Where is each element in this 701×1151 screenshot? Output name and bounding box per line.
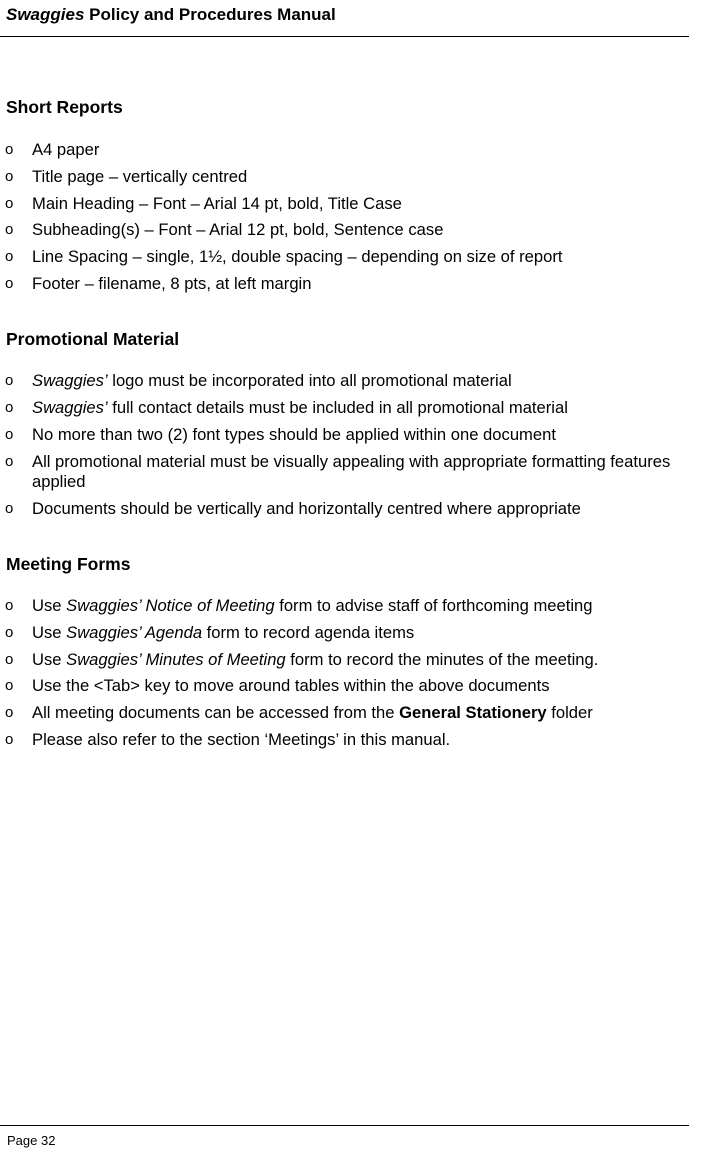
bullet-list-meeting-forms: [0, 596, 689, 750]
list-item-text: Subheading(s) – Font – Arial 12 pt, bold, Sentence case: [32, 220, 444, 240]
list-item-text: Footer – filename, 8 pts, at left margin: [32, 273, 312, 293]
page-header: [6, 5, 689, 25]
list-item-text: Use the <Tab> key to move around tables within the above documents: [32, 676, 550, 696]
header-title: Policy and Procedures Manual: [84, 5, 336, 24]
bullet-marker-icon: o: [5, 274, 14, 292]
bullet-marker-icon: o: [5, 248, 14, 266]
section-heading-promotional-material: Promotional Material: [6, 329, 180, 349]
list-item-text: Swaggies’ Minutes of Meeting: [66, 649, 286, 669]
bullet-marker-icon: o: [5, 453, 14, 470]
list-item: [0, 650, 689, 670]
list-item: [0, 274, 689, 294]
list-item-text: Main Heading – Font – Arial 14 pt, bold, Title Case: [32, 193, 402, 213]
list-item-text: form to record agenda items: [202, 622, 415, 642]
list-item-text: form to record the minutes of the meeting.: [285, 649, 599, 669]
list-item-text: Use: [32, 596, 67, 615]
bullet-marker-icon: o: [5, 677, 14, 695]
list-item-text: Swaggies’ Agenda: [66, 622, 203, 642]
section-heading-meeting-forms: Meeting Forms: [6, 554, 131, 574]
list-item-text: A4 paper: [32, 140, 100, 159]
list-item: [0, 371, 689, 391]
list-item-text: form to advise staff of forthcoming meeting: [274, 596, 593, 615]
list-item-text: folder: [546, 703, 593, 723]
list-item-text: Use: [32, 622, 67, 642]
list-item-text: Swaggies’: [32, 371, 108, 390]
bullet-marker-icon: o: [5, 704, 14, 722]
list-item: [0, 220, 689, 240]
list-item: [0, 730, 689, 750]
footer-divider: [0, 1125, 689, 1126]
bullet-marker-icon: o: [5, 372, 14, 389]
section-heading-short-reports: Short Reports: [6, 97, 123, 117]
list-item: [0, 398, 689, 418]
bullet-list-promotional-material: [0, 371, 689, 519]
bullet-marker-icon: o: [5, 167, 14, 185]
list-item-text: Documents should be vertically and horizontally centred where appropriate: [32, 499, 581, 518]
list-item-text: Use: [32, 649, 67, 669]
list-item: [0, 167, 689, 187]
list-item: [0, 425, 689, 445]
list-item-text: Swaggies’: [32, 398, 108, 417]
list-item: [0, 623, 689, 643]
bullet-marker-icon: o: [5, 399, 14, 416]
list-item-text: All meeting documents can be accessed from the: [32, 703, 400, 723]
bullet-marker-icon: o: [5, 730, 14, 748]
list-item-text: logo must be incorporated into all promotional material: [107, 371, 512, 390]
bullet-marker-icon: o: [5, 623, 14, 641]
bullet-list-short-reports: [0, 140, 689, 294]
bullet-marker-icon: o: [5, 650, 14, 668]
bullet-marker-icon: o: [5, 221, 14, 239]
bullet-marker-icon: o: [5, 500, 14, 517]
list-item: [0, 676, 689, 696]
list-item-text: General Stationery: [399, 703, 547, 723]
list-item-text: Please also refer to the section ‘Meetings’ in this manual.: [32, 729, 451, 749]
list-item: [0, 452, 689, 492]
bullet-marker-icon: o: [5, 194, 14, 212]
list-item: [0, 596, 689, 616]
header-brand: Swaggies: [6, 5, 85, 24]
list-item-text: Line Spacing – single, 1½, double spacing – depending on size of report: [32, 247, 563, 267]
list-item-text: No more than two (2) font types should be applied within one document: [32, 425, 556, 444]
list-item-text: Title page – vertically centred: [32, 166, 248, 186]
list-item-text: full contact details must be included in all promotional material: [107, 398, 568, 417]
page-number: Page 32: [7, 1133, 56, 1148]
header-divider: [0, 36, 689, 37]
list-item: [0, 194, 689, 214]
list-item-text: All promotional material must be visually appealing with appropriate formatting features applied: [32, 452, 671, 491]
list-item-text: Swaggies’ Notice of Meeting: [66, 596, 275, 615]
bullet-marker-icon: o: [5, 426, 14, 443]
list-item: [0, 140, 689, 160]
list-item: [0, 247, 689, 267]
list-item: [0, 499, 689, 519]
bullet-marker-icon: o: [5, 597, 14, 614]
list-item: [0, 703, 689, 723]
bullet-marker-icon: o: [5, 141, 14, 158]
